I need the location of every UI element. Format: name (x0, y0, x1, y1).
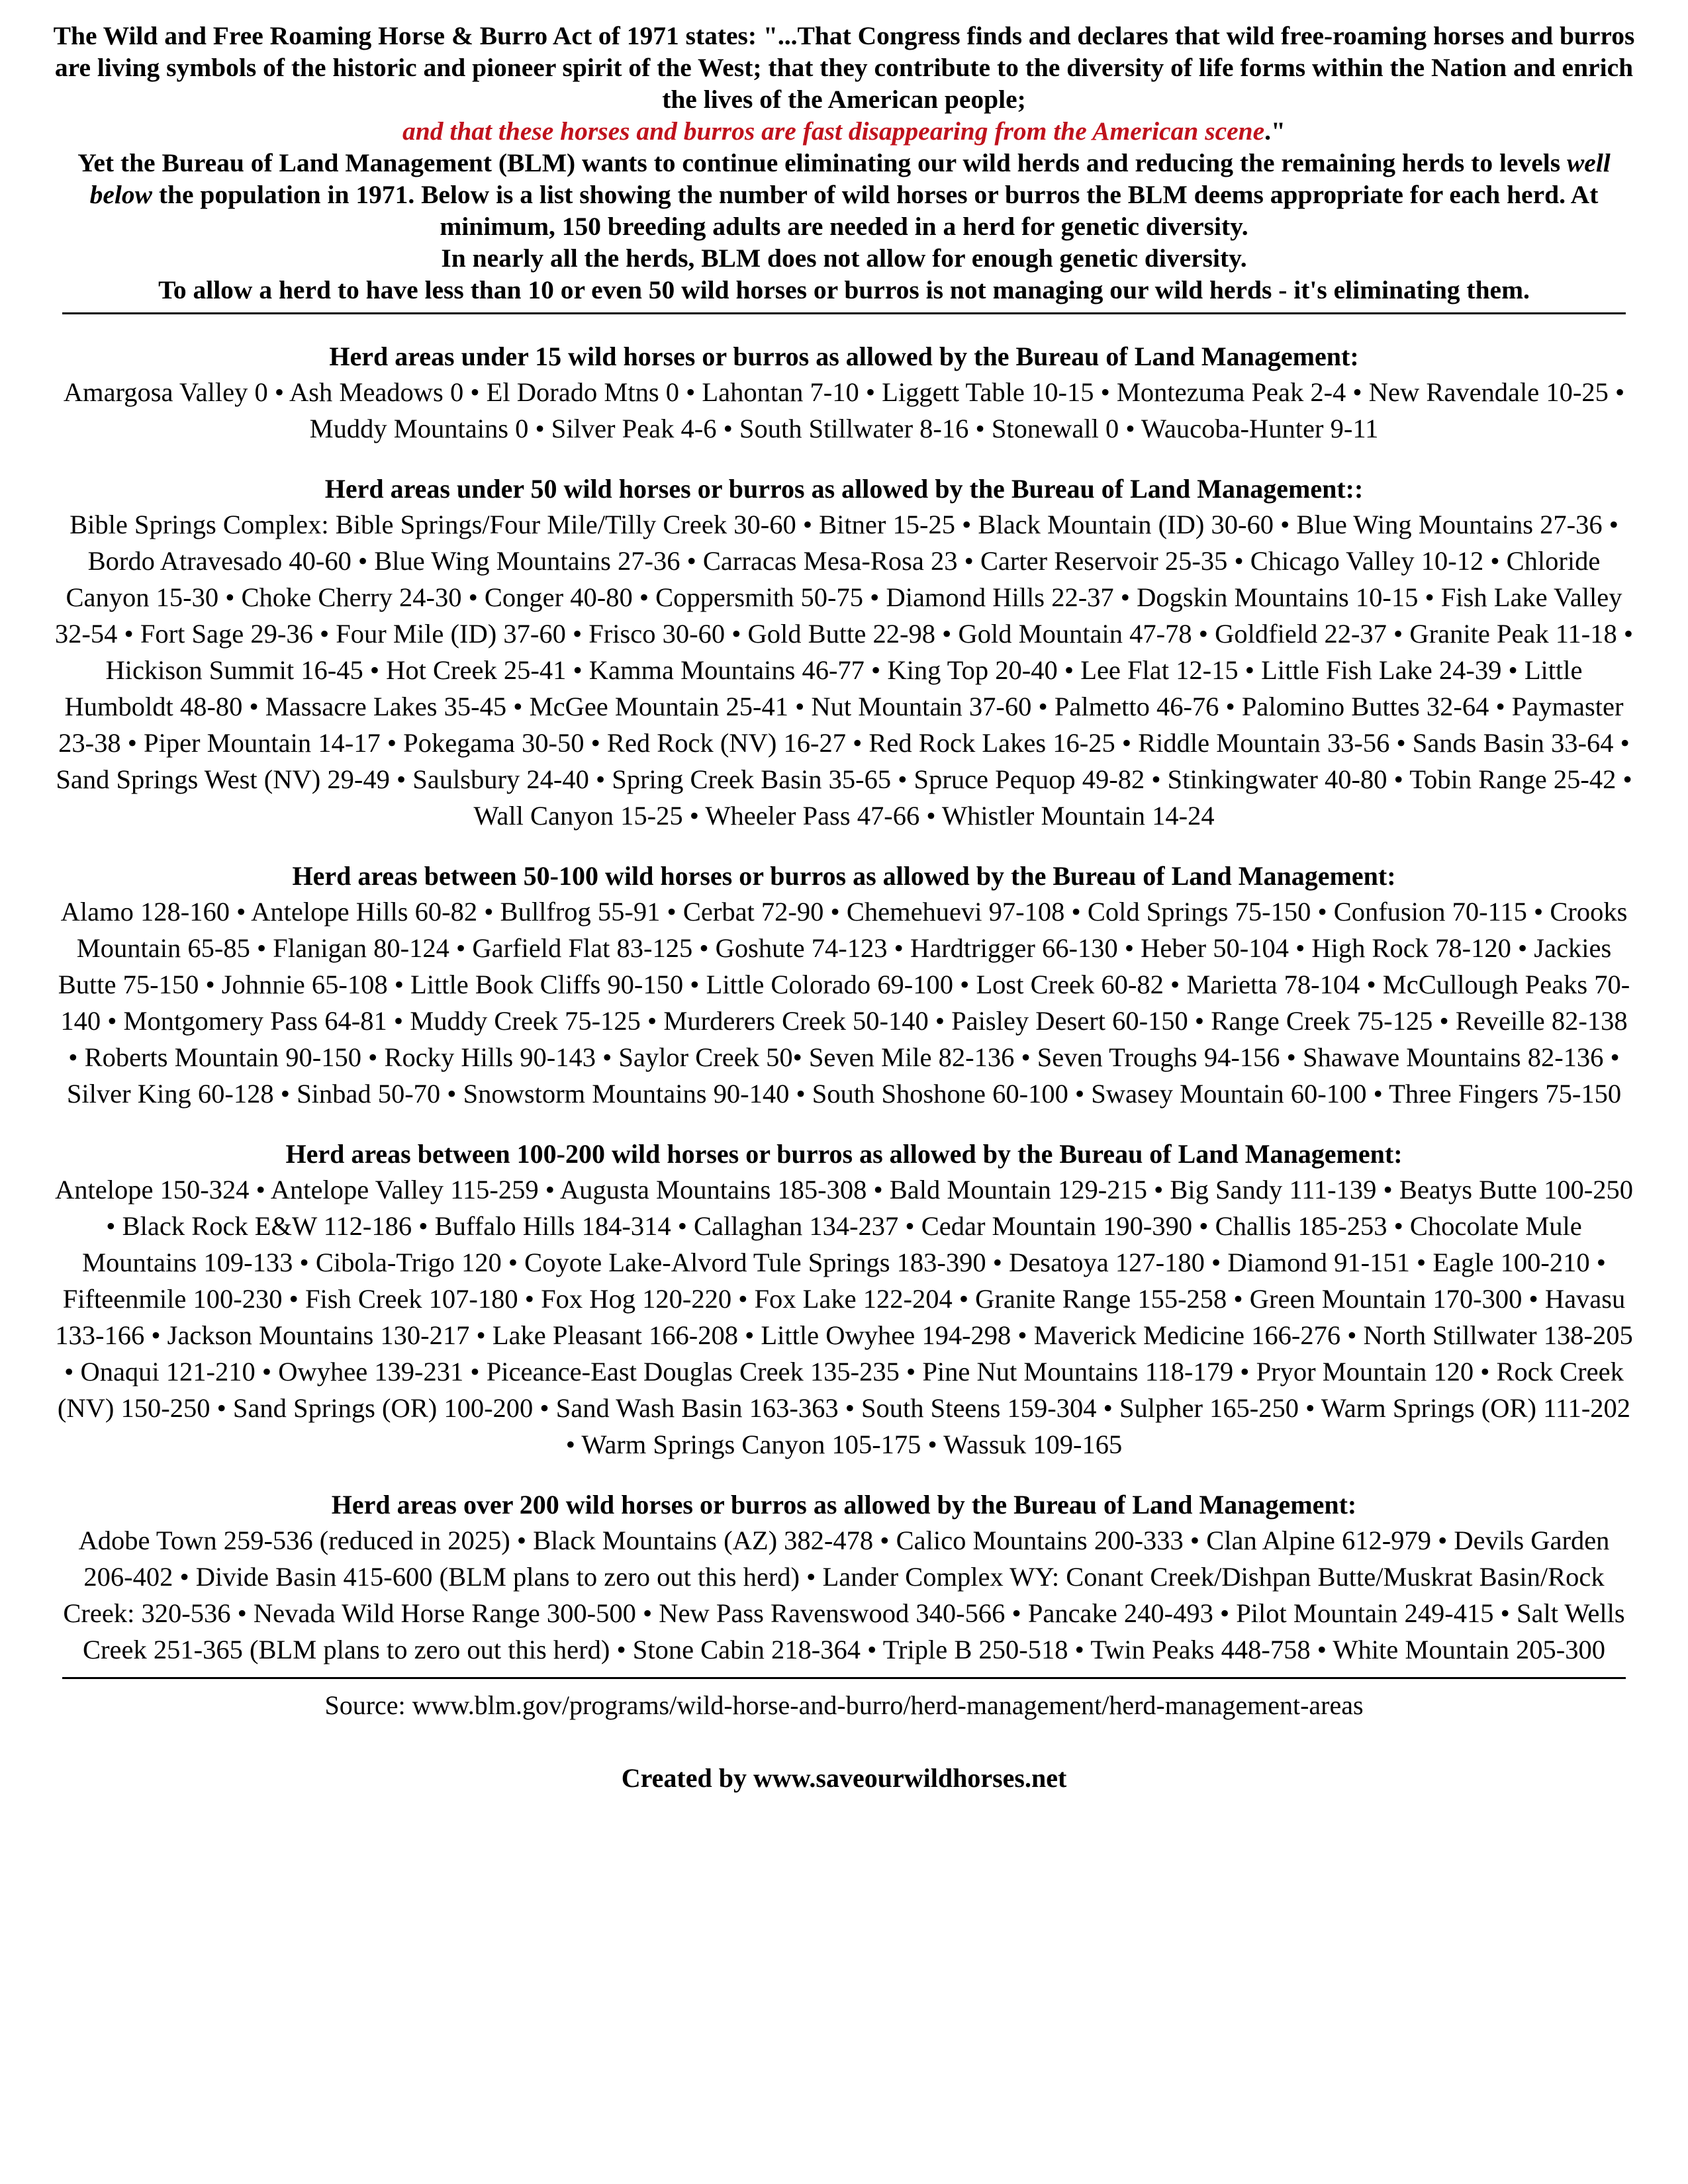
herd-list: Antelope 150-324 • Antelope Valley 115-259 • Augusta Mountains 185-308 • Bald Mountain 129-215 • Big Sandy 111-139 • Beatys Butte 100-250 • Black Rock E&W 112-186 • Buffalo Hills 184-314 • Callaghan 134-237 • Cedar Mountain 190-390 • Challis 185-253 • Chocolate Mule Mountains 109-133 • Cibola-Trigo 120 • Coyote Lake-Alvord Tule Springs 183-390 • Desatoya 127-180 • Diamond 91-151 • Eagle 100-210 • Fifteenmile 100-230 • Fish Creek 107-180 • Fox Hog 120-220 • Fox Lake 122-204 • Granite Range 155-258 • Green Mountain 170-300 • Havasu 133-166 • Jackson Mountains 130-217 • Lake Pleasant 166-208 • Little Owyhee 194-298 • Maverick Medicine 166-276 • North Stillwater 138-205 • Onaqui 121-210 • Owyhee 139-231 • Piceance-East Douglas Creek 135-235 • Pine Nut Mountains 118-179 • Pryor Mountain 120 • Rock Creek (NV) 150-250 • Sand Springs (OR) 100-200 • Sand Wash Basin 163-363 • South Steens 159-304 • Sulpher 165-250 • Warm Springs (OR) 111-202 • Warm Springs Canyon 105-175 • Wassuk 109-165 (54, 1175, 1634, 1459)
herd-list: Amargosa Valley 0 • Ash Meadows 0 • El Dorado Mtns 0 • Lahontan 7-10 • Liggett Table 10-15 • Montezuma Peak 2-4 • New Ravendale 10-25 • Muddy Mountains 0 • Silver Peak 4-6 • South Stillwater 8-16 • Stonewall 0 • Waucoba-Hunter 9-11 (63, 377, 1625, 443)
section-heading: Herd areas under 15 wild horses or burros as allowed by the Bureau of Land Management: (329, 341, 1359, 371)
section-heading: Herd areas between 100-200 wild horses or burros as allowed by the Bureau of Land Management: (285, 1139, 1403, 1169)
herd-list: Bible Springs Complex: Bible Springs/Four Mile/Tilly Creek 30-60 • Bitner 15-25 • Black Mountain (ID) 30-60 • Blue Wing Mountains 27-36 • Bordo Atravesado 40-60 • Blue Wing Mountains 27-36 • Carracas Mesa-Rosa 23 • Carter Reservoir 25-35 • Chicago Valley 10-12 • Chloride Canyon 15-30 • Choke Cherry 24-30 • Conger 40-80 • Coppersmith 50-75 • Diamond Hills 22-37 • Dogskin Mountains 10-15 • Fish Lake Valley 32-54 • Fort Sage 29-36 • Four Mile (ID) 37-60 • Frisco 30-60 • Gold Butte 22-98 • Gold Mountain 47-78 • Goldfield 22-37 • Granite Peak 11-18 • Hickison Summit 16-45 • Hot Creek 25-41 • Kamma Mountains 46-77 • King Top 20-40 • Lee Flat 12-15 • Little Fish Lake 24-39 • Little Humboldt 48-80 • Massacre Lakes 35-45 • McGee Mountain 25-41 • Nut Mountain 37-60 • Palmetto 46-76 • Palomino Buttes 32-64 • Paymaster 23-38 • Piper Mountain 14-17 • Pokegama 30-50 • Red Rock (NV) 16-27 • Red Rock Lakes 16-25 • Riddle Mountain 33-56 • Sands Basin 33-64 • Sand Springs West (NV) 29-49 • Saulsbury 24-40 • Spring Creek Basin 35-65 • Spruce Pequop 49-82 • Stinkingwater 40-80 • Tobin Range 25-42 • Wall Canyon 15-25 • Wheeler Pass 47-66 • Whistler Mountain 14-24 (54, 510, 1634, 831)
section-heading: Herd areas between 50-100 wild horses or burros as allowed by the Bureau of Land Management: (292, 861, 1396, 891)
intro-blm-start: Yet the Bureau of Land Management (BLM) wants to continue eliminating our wild herds and reducing the remaining herds to levels (77, 148, 1567, 177)
bottom-divider (62, 1677, 1626, 1679)
source-citation: Source: www.blm.gov/programs/wild-horse-and-burro/herd-management/herd-management-areas (324, 1690, 1364, 1720)
top-divider (62, 312, 1626, 314)
intro-act-quote-text: The Wild and Free Roaming Horse & Burro Act of 1971 states: "...That Congress finds and declares that wild free-roaming horses and burros are living symbols of the historic and pioneer spirit of the West; that they contribute to the diversity of life forms within the Nation and enrich the lives of the American people; (53, 21, 1635, 114)
intro-blm-emphasis: well below (89, 148, 1611, 209)
intro-genetic-diversity: In nearly all the herds, BLM does not allow for enough genetic diversity. (441, 244, 1247, 273)
section-under-15 (53, 340, 1635, 447)
intro-red-quote: and that these horses and burros are fast disappearing from the American scene (402, 116, 1265, 146)
section-heading: Herd areas under 50 wild horses or burros as allowed by the Bureau of Land Management:: (324, 474, 1364, 504)
created-by: Created by www.saveourwildhorses.net (621, 1763, 1067, 1793)
intro-eliminating: To allow a herd to have less than 10 or even 50 wild horses or burros is not managing our wild herds - it's eliminating them. (158, 275, 1530, 304)
intro-act-quote (53, 20, 1635, 147)
herd-list: Alamo 128-160 • Antelope Hills 60-82 • Bullfrog 55-91 • Cerbat 72-90 • Chemehuevi 97-108 • Cold Springs 75-150 • Confusion 70-115 • Crooks Mountain 65-85 • Flanigan 80-124 • Garfield Flat 83-125 • Goshute 74-123 • Hardtrigger 66-130 • Heber 50-104 • High Rock 78-120 • Jackies Butte 75-150 • Johnnie 65-108 • Little Book Cliffs 90-150 • Little Colorado 69-100 • Lost Creek 60-82 • Marietta 78-104 • McCullough Peaks 70-140 • Montgomery Pass 64-81 • Muddy Creek 75-125 • Murderers Creek 50-140 • Paisley Desert 60-150 • Range Creek 75-125 • Reveille 82-138 • Roberts Mountain 90-150 • Rocky Hills 90-143 • Saylor Creek 50• Seven Mile 82-136 • Seven Troughs 94-156 • Shawave Mountains 82-136 • Silver King 60-128 • Sinbad 50-70 • Snowstorm Mountains 90-140 • South Shoshone 60-100 • Swasey Mountain 60-100 • Three Fingers 75-150 (58, 897, 1630, 1109)
section-50-100 (53, 859, 1635, 1112)
section-heading: Herd areas over 200 wild horses or burros as allowed by the Bureau of Land Management: (331, 1490, 1357, 1520)
intro-blm-paragraph (53, 147, 1635, 242)
herd-list: Adobe Town 259-536 (reduced in 2025) • Black Mountains (AZ) 382-478 • Calico Mountains 200-333 • Clan Alpine 612-979 • Devils Garden 206-402 • Divide Basin 415-600 (BLM plans to zero out this herd) • Lander Complex WY: Conant Creek/Dishpan Butte/Muskrat Basin/Rock Creek: 320-536 • Nevada Wild Horse Range 300-500 • New Pass Ravenswood 340-566 • Pancake 240-493 • Pilot Mountain 249-415 • Salt Wells Creek 251-365 (BLM plans to zero out this herd) • Stone Cabin 218-364 • Triple B 250-518 • Twin Peaks 448-758 • White Mountain 205-300 (63, 1525, 1625, 1664)
section-under-50 (53, 472, 1635, 834)
intro-block (53, 20, 1635, 306)
section-100-200 (53, 1137, 1635, 1463)
intro-blm-end: the population in 1971. Below is a list showing the number of wild horses or burros the BLM deems appropriate for each herd. At minimum, 150 breeding adults are needed in a herd for genetic diversity. (152, 180, 1599, 241)
section-over-200 (53, 1488, 1635, 1668)
intro-red-quote-end: ." (1264, 116, 1286, 146)
